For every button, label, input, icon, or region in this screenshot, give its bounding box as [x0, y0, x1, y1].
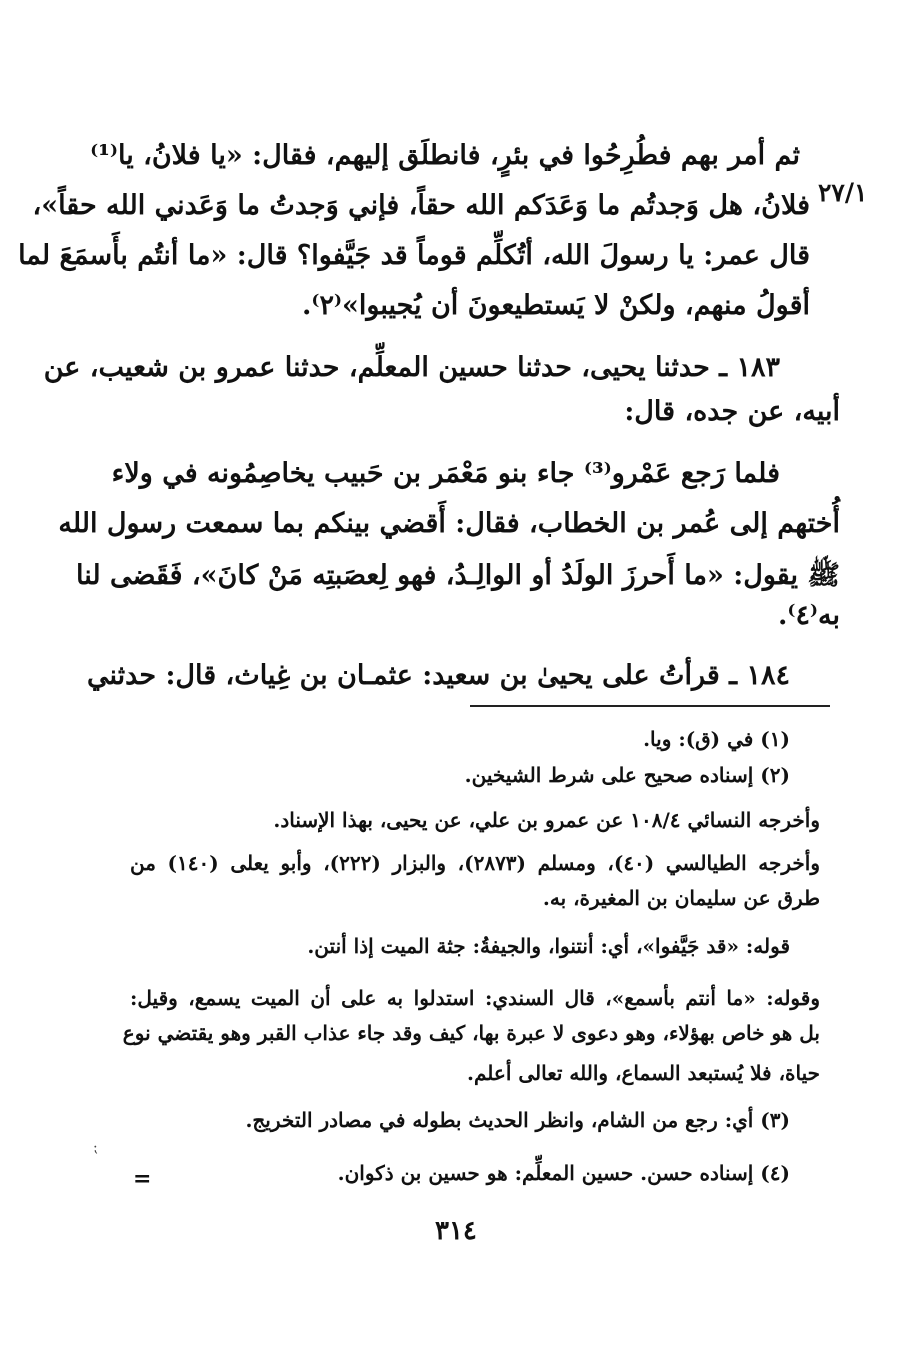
- main-text-line: به⁽٤⁾.: [777, 600, 840, 631]
- main-text-line: فلانُ، هل وَجدتُم ما وَعَدَكم الله حقاً، فإني وَجدتُ ما وَعَدني الله حقاً»،: [32, 190, 810, 221]
- footnote-2-text: طرق عن سليمان بن المغيرة، به.: [542, 886, 820, 910]
- footnote-3: (٣) أي: رجع من الشام، وانظر الحديث بطوله في مصادر التخريج.: [245, 1108, 790, 1132]
- main-text-line: قال عمر: يا رسولَ الله، أتُكلِّم قوماً قد جَيَّفوا؟ قال: «ما أنتُم بأَسمَعَ لما: [18, 240, 810, 271]
- volume-page-reference: ٢٧/١: [818, 178, 868, 207]
- hadith-183-line: ١٨٣ ـ حدثنا يحيى، حدثنا حسين المعلِّم، حدثنا عمرو بن شعيب، عن: [43, 352, 780, 383]
- main-text-line: ثم أمر بهم فطُرِحُوا في بئرٍ، فانطلَق إليهم، فقال: «يا فلانُ، يا⁽¹⁾: [90, 140, 800, 171]
- scan-speck: ⁏: [93, 1140, 98, 1156]
- main-text-line: أُختهم إلى عُمر بن الخطاب، فقال: أَقضي بينكم بما سمعت رسول الله: [58, 508, 840, 539]
- footnote-2-text: وأخرجه النسائي ١٠٨/٤ عن عمرو بن علي، عن يحيى، بهذا الإسناد.: [273, 808, 820, 832]
- footnote-2-text: بل هو خاص بهؤلاء، وهو دعوى لا عبرة بها، كيف وقد جاء عذاب القبر وهو يقتضي نوع: [122, 1021, 820, 1045]
- hadith-183-line: أبيه، عن جده، قال:: [624, 396, 840, 427]
- continuation-mark: =: [133, 1166, 152, 1192]
- footnote-2-text: وأخرجه الطيالسي (٤٠)، ومسلم (٢٨٧٣)، والبزار (٢٢٢)، وأبو يعلى (١٤٠) من: [130, 851, 820, 875]
- main-text-line: فلما رَجع عَمْرو⁽³⁾ جاء بنو مَعْمَر بن حَبيب يخاصِمُونه في ولاء: [111, 458, 780, 489]
- footnote-2-text: قوله: «قد جَيَّفوا»، أي: أنتنوا، والجيفةُ: جثة الميت إذا أنتن.: [307, 934, 790, 958]
- footnote-2: (٢) إسناده صحيح على شرط الشيخين.: [464, 763, 790, 787]
- footnote-2-text: وقوله: «ما أنتم بأسمع»، قال السندي: استدلوا به على أن الميت يسمع، وقيل:: [130, 986, 820, 1010]
- page-number: ٣١٤: [435, 1216, 477, 1246]
- footnote-4: (٤) إسناده حسن. حسين المعلِّم: هو حسين بن ذكوان.: [337, 1161, 790, 1185]
- hadith-184-line: ١٨٤ ـ قرأتُ على يحيىٰ بن سعيد: عثمـان بن غِياث، قال: حدثني: [87, 660, 790, 691]
- main-text-line: أقولُ منهم، ولكنْ لا يَستطيعونَ أن يُجيبوا»⁽٢⁾.: [302, 290, 810, 321]
- footnote-2-text: حياة، فلا يُستبعد السماع، والله تعالى أعلم.: [467, 1061, 820, 1085]
- footnote-1: (١) في (ق): ويا.: [643, 727, 790, 751]
- main-text-line: ﷺ يقول: «ما أَحرزَ الولَدُ أو الوالِـدُ، فهو لِعصَبتِه مَنْ كانَ»، فَقَضى لنا: [76, 560, 840, 591]
- footnote-separator: [470, 705, 830, 707]
